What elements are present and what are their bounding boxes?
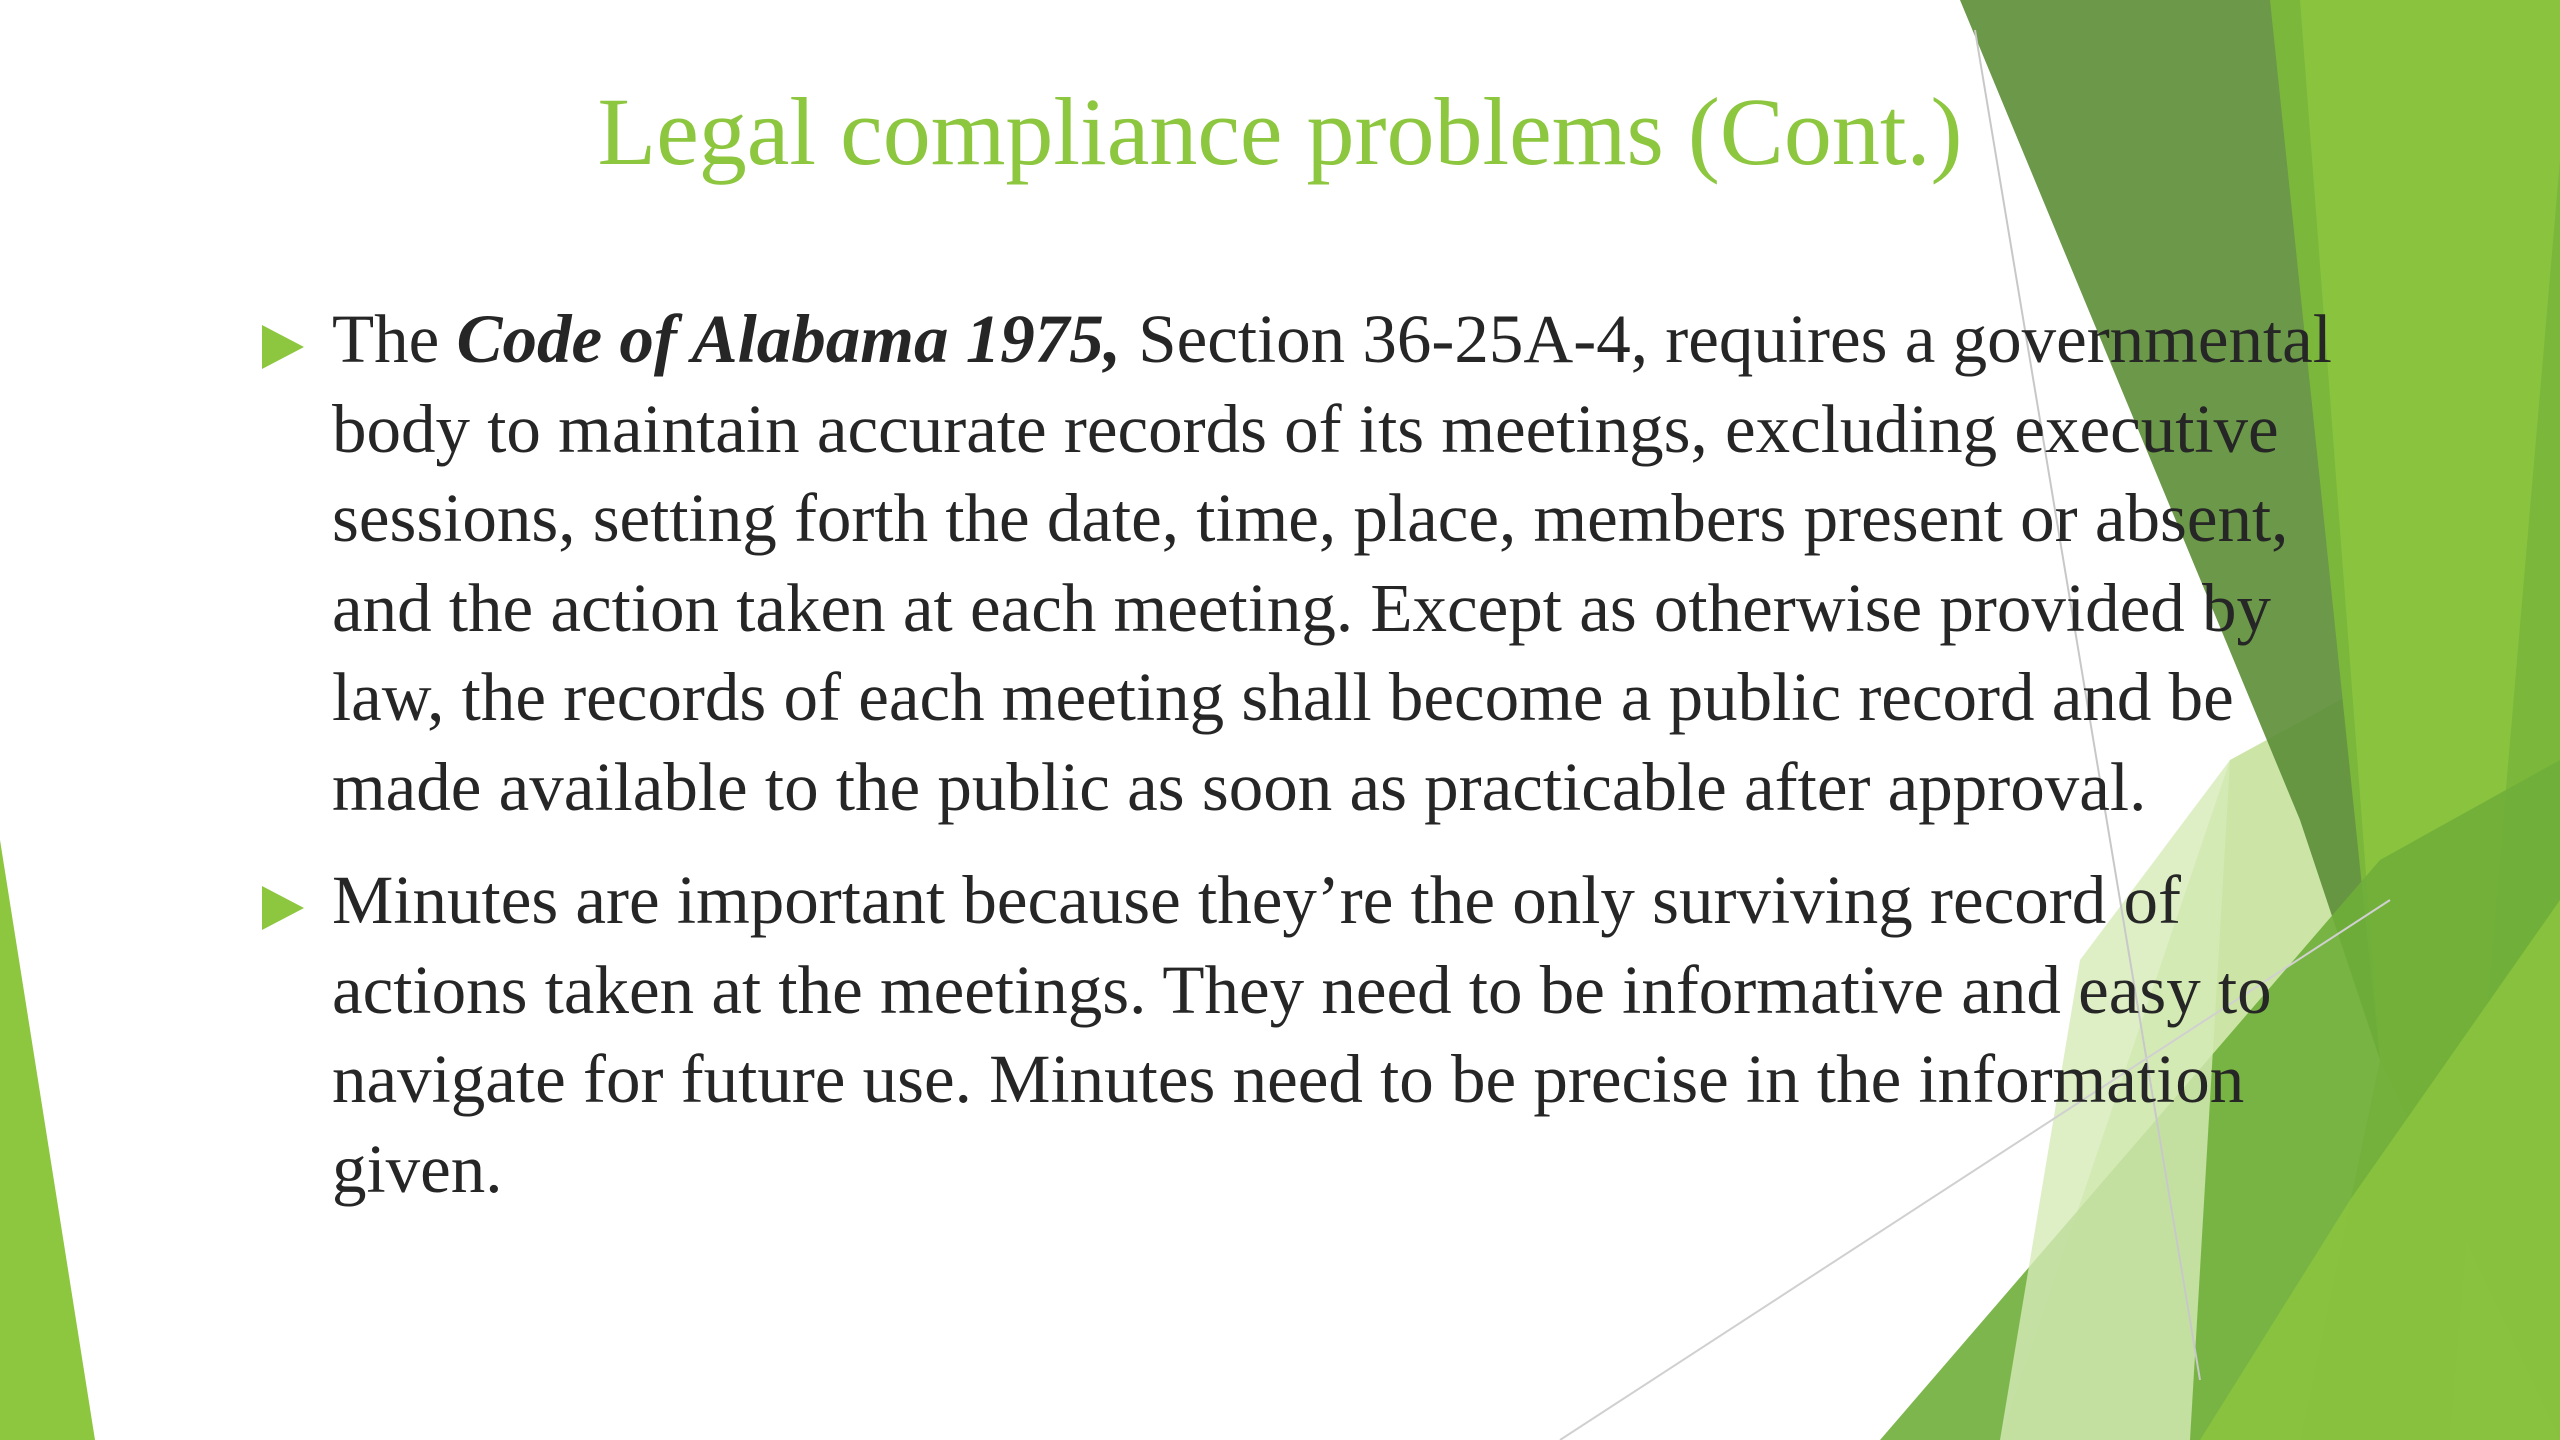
bullet-prefix: The: [332, 301, 457, 377]
bullet-list: [258, 295, 2338, 1238]
bullet-item-minutes: [258, 856, 2338, 1214]
bullet-text: Section 36-25A-4, requires a governmental body to maintain accurate records of its meetings, excluding executive sessions, setting forth the date, time, place, members present or absent, and the action taken at each meeting. Except as otherwise provided by law, the records of each meeting shall become a public record and be made available to the public as soon as practicable after approval.: [332, 301, 2332, 825]
bullet-item-code-of-alabama: [258, 295, 2338, 832]
code-citation: Code of Alabama 1975,: [456, 301, 1121, 377]
triangle-bullet-icon: [262, 325, 304, 369]
triangle-bullet-icon: [262, 886, 304, 930]
bullet-text: Minutes are important because they’re the only surviving record of actions taken at the meetings. They need to be informative and easy to navigate for future use. Minutes need to be precise in the information given.: [332, 862, 2272, 1207]
left-green-sliver: [0, 840, 95, 1440]
slide-title: Legal compliance problems (Cont.): [597, 78, 1963, 185]
